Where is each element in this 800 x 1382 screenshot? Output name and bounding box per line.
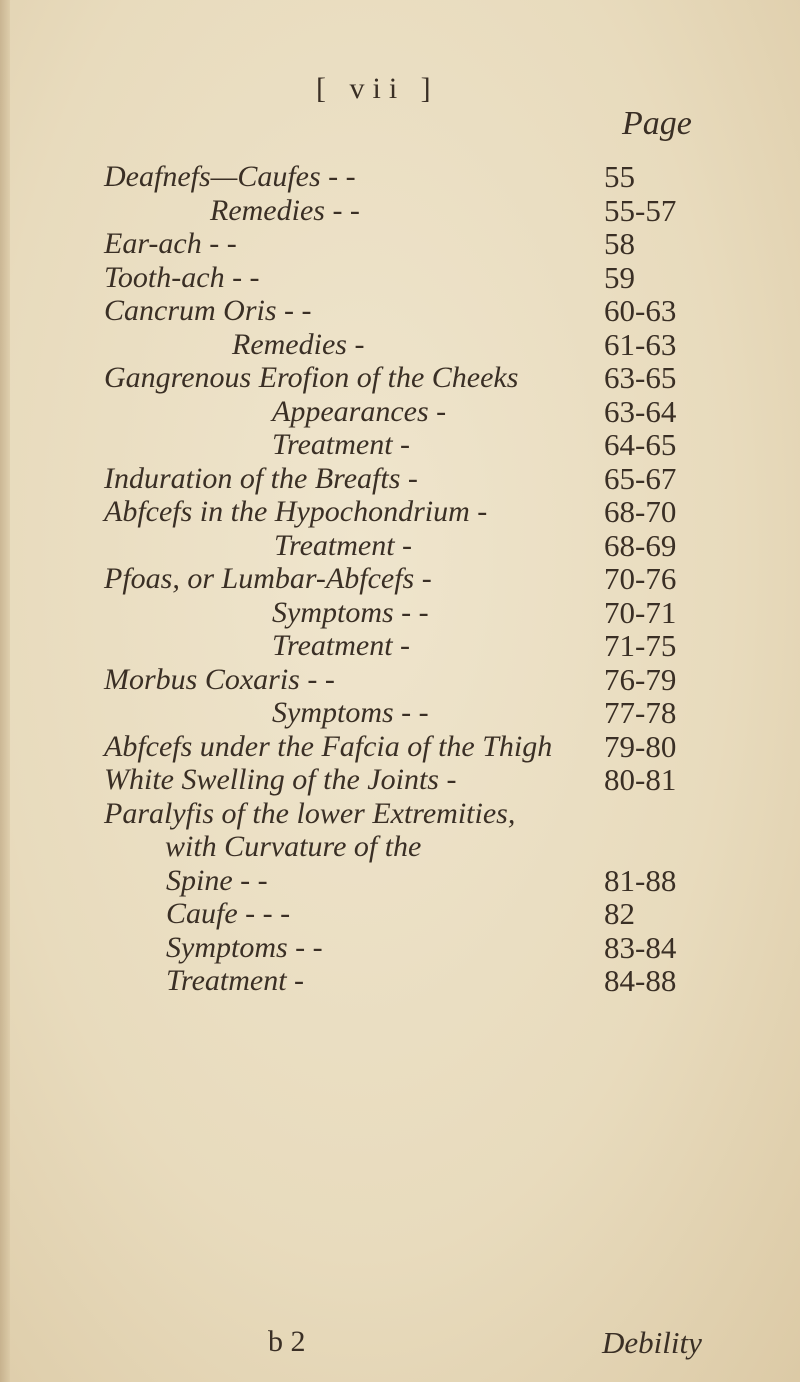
contents-entry bbox=[0, 495, 800, 529]
entry-page: 70-76 bbox=[604, 561, 677, 596]
contents-entry bbox=[0, 696, 800, 730]
contents-entry bbox=[0, 629, 800, 663]
entry-page: 68-70 bbox=[604, 494, 677, 529]
entry-page: 68-69 bbox=[604, 527, 677, 563]
contents-entry bbox=[0, 797, 800, 831]
entry-page: 55-57 bbox=[604, 192, 677, 228]
contents-entry bbox=[0, 964, 800, 998]
entry-title: Deafnefs—Caufes - - bbox=[104, 160, 356, 193]
entry-title: Tooth-ach - - bbox=[104, 260, 260, 294]
entry-title: Spine - - bbox=[166, 863, 268, 897]
catchword: Debility bbox=[602, 1325, 702, 1360]
entry-title: Cancrum Oris - - bbox=[104, 294, 312, 327]
contents-entry bbox=[0, 395, 800, 429]
entry-title: Caufe - - - bbox=[166, 897, 291, 930]
contents-entry bbox=[0, 864, 800, 898]
entry-page: 80-81 bbox=[604, 762, 677, 797]
entry-title: Symptoms - - bbox=[166, 930, 323, 964]
entry-title: Treatment - bbox=[166, 964, 305, 997]
entry-title: Symptoms - - bbox=[272, 696, 429, 729]
entry-title: Induration of the Breafts - bbox=[104, 461, 418, 495]
entry-page: 59 bbox=[604, 259, 635, 295]
entry-title: Treatment - bbox=[274, 528, 413, 562]
entry-title: Paralyfis of the lower Extremities, bbox=[104, 796, 516, 830]
entry-page: 84-88 bbox=[604, 963, 677, 998]
contents-entry bbox=[0, 160, 800, 194]
entry-page: 70-71 bbox=[604, 594, 677, 630]
contents-entry bbox=[0, 763, 800, 797]
entry-page: 58 bbox=[604, 226, 635, 261]
entry-page: 64-65 bbox=[604, 427, 677, 462]
contents-entry bbox=[0, 663, 800, 697]
entry-title: with Curvature of the bbox=[165, 830, 422, 863]
entry-page: 81-88 bbox=[604, 862, 677, 898]
entry-title: Pfoas, or Lumbar-Abfcefs - bbox=[104, 562, 432, 595]
page-column-label: Page bbox=[622, 105, 692, 142]
entry-page: 82 bbox=[604, 896, 635, 931]
contents-entry bbox=[0, 294, 800, 328]
entry-page: 65-67 bbox=[604, 460, 677, 496]
entry-page: 63-65 bbox=[604, 360, 677, 395]
contents-entry bbox=[0, 462, 800, 496]
entry-page: 83-84 bbox=[604, 929, 677, 965]
entry-page: 63-64 bbox=[604, 393, 677, 429]
contents-entry bbox=[0, 194, 800, 228]
entry-title: Appearances - bbox=[272, 394, 447, 428]
entry-page: 55 bbox=[604, 159, 635, 194]
entry-title: Symptoms - - bbox=[272, 595, 429, 629]
contents-entry bbox=[0, 897, 800, 931]
entry-page: 79-80 bbox=[604, 728, 677, 764]
contents-entry bbox=[0, 730, 800, 764]
entry-title: Abfcefs in the Hypochondrium - bbox=[104, 495, 488, 528]
entry-page: 61-63 bbox=[604, 326, 677, 362]
contents-entry bbox=[0, 227, 800, 261]
entry-page: 60-63 bbox=[604, 293, 677, 328]
contents-entry bbox=[0, 596, 800, 630]
entry-title: Ear-ach - - bbox=[104, 227, 237, 260]
entry-title: Abfcefs under the Fafcia of the Thigh bbox=[104, 729, 553, 763]
contents-entry bbox=[0, 562, 800, 596]
entry-page: 76-79 bbox=[604, 661, 677, 697]
contents-list bbox=[0, 160, 800, 998]
contents-entry bbox=[0, 931, 800, 965]
contents-entry bbox=[0, 361, 800, 395]
contents-entry bbox=[0, 328, 800, 362]
entry-title: Remedies - - bbox=[210, 193, 360, 227]
entry-title: Gangrenous Erofion of the Cheeks bbox=[104, 361, 519, 394]
entry-page: 71-75 bbox=[604, 628, 677, 663]
signature-mark: b 2 bbox=[268, 1325, 306, 1358]
contents-entry bbox=[0, 830, 800, 864]
entry-title: Treatment - bbox=[272, 428, 411, 461]
contents-entry bbox=[0, 428, 800, 462]
contents-entry bbox=[0, 529, 800, 563]
entry-title: White Swelling of the Joints - bbox=[104, 763, 457, 796]
entry-title: Morbus Coxaris - - bbox=[104, 662, 335, 696]
page-header-numeral: [ vii ] bbox=[316, 72, 439, 105]
entry-page: 77-78 bbox=[604, 695, 677, 730]
entry-title: Remedies - bbox=[232, 327, 365, 361]
contents-entry bbox=[0, 261, 800, 295]
entry-title: Treatment - bbox=[272, 629, 411, 662]
